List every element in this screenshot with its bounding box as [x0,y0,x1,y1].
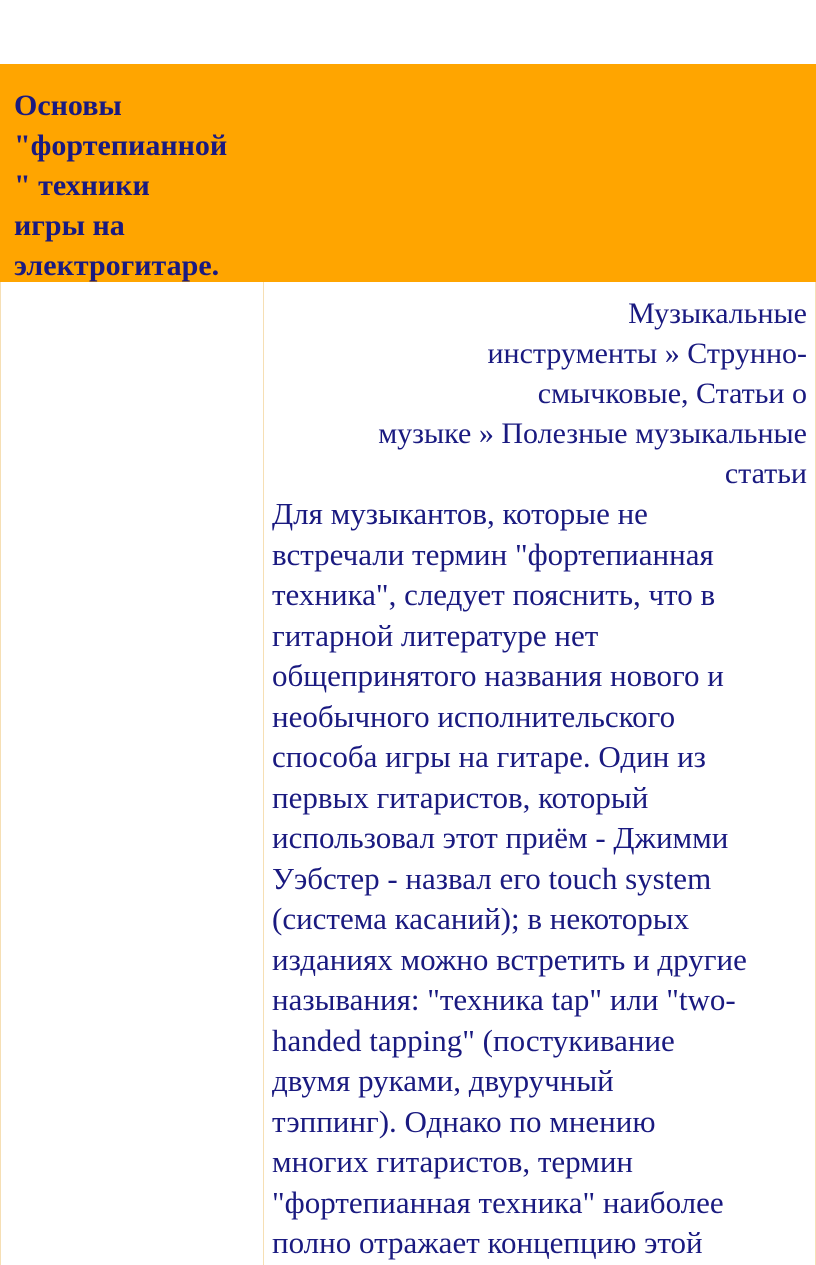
left-column [0,282,264,1265]
content-table [0,282,816,1265]
category-breadcrumb: Музыкальные инструменты » Струнно- смычковые, Статьи о музыке » Полезные музыкальные статьи [378,297,807,490]
page-title: Основы "фортепианной " техники игры на электрогитаре. [14,89,228,282]
article-body: Для музыкантов, которые не встречали термин "фортепианная техника", следует пояснить, что в гитарной литературе нет общепринятого названия нового и необычного исполнительского способа игры на гитаре. Один из первых гитаристов, который использовал этот приём - Джимми Уэбстер - назвал его touch system (система касаний); в некоторых изданиях можно встретить и другие называния: "техника tap" или "two- handed tapping" (постукивание двумя руками, двуручный тэппинг). Однако по мнению многих гитаристов, термин "фортепианная техника" наиболее полно отражает концепцию этой [272,496,747,1260]
right-column [264,282,816,1265]
